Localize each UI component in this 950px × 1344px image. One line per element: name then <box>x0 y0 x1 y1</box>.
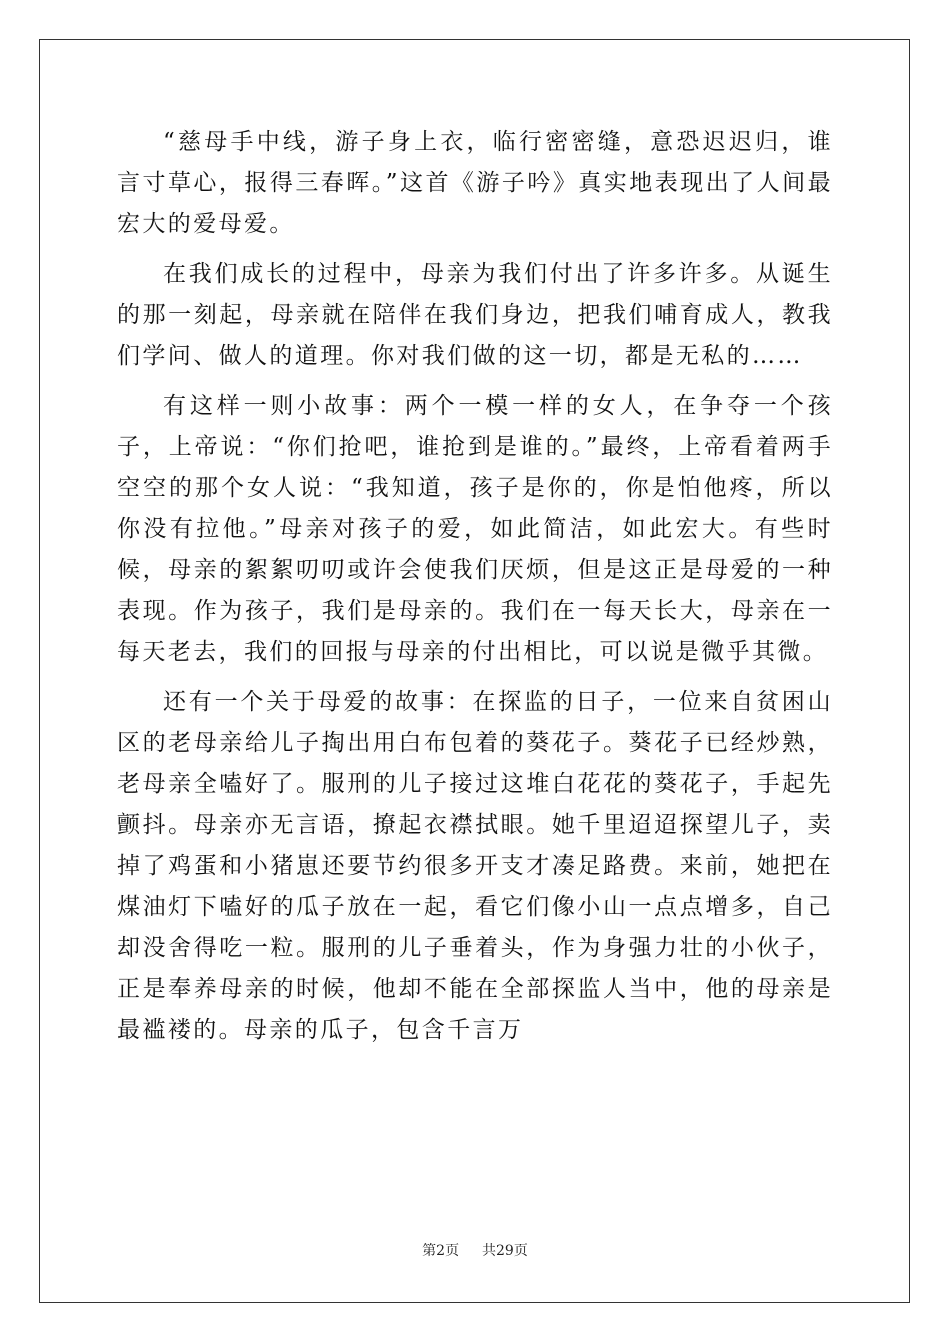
paragraph-2: 在我们成长的过程中，母亲为我们付出了许多许多。从诞生的那一刻起，母亲就在陪伴在我们身边，把我们哺育成人，教我们学问、做人的道理。你对我们做的这一切，都是无私的…… <box>117 261 833 369</box>
paragraph-1: “慈母手中线，游子身上衣，临行密密缝，意恐迟迟归，谁言寸草心，报得三春晖。”这首《游子吟》真实地表现出了人间最宏大的爱母爱。 <box>117 129 833 237</box>
document-body <box>117 122 833 1051</box>
page-footer <box>0 1240 950 1260</box>
paragraph-3: 有这样一则小故事：两个一模一样的女人，在争夺一个孩子，上帝说：“你们抢吧，谁抢到是谁的。”最终，上帝看着两手空空的那个女人说：“我知道，孩子是你的，你是怕他疼，所以你没有拉他。”母亲对孩子的爱，如此简洁，如此宏大。有些时候，母亲的絮絮叨叨或许会使我们厌烦，但是这正是母爱的一种表现。作为孩子，我们是母亲的。我们在一每天长大，母亲在一每天老去，我们的回报与母亲的付出相比，可以说是微乎其微。 <box>117 393 833 665</box>
page-number-total: 共29页 <box>482 1243 528 1259</box>
paragraph-4: 还有一个关于母爱的故事：在探监的日子，一位来自贫困山区的老母亲给儿子掏出用白布包着的葵花子。葵花子已经炒熟，老母亲全嗑好了。服刑的儿子接过这堆白花花的葵花子，手起先颤抖。母亲亦无言语，撩起衣襟拭眼。她千里迢迢探望儿子，卖掉了鸡蛋和小猪崽还要节约很多开支才凑足路费。来前，她把在煤油灯下嗑好的瓜子放在一起，看它们像小山一点点增多，自己却没舍得吃一粒。服刑的儿子垂着头，作为身强力壮的小伙子，正是奉养母亲的时候，他却不能在全部探监人当中，他的母亲是最褴褛的。母亲的瓜子，包含千言万 <box>117 689 833 1043</box>
page-number-current: 第2页 <box>422 1243 460 1259</box>
